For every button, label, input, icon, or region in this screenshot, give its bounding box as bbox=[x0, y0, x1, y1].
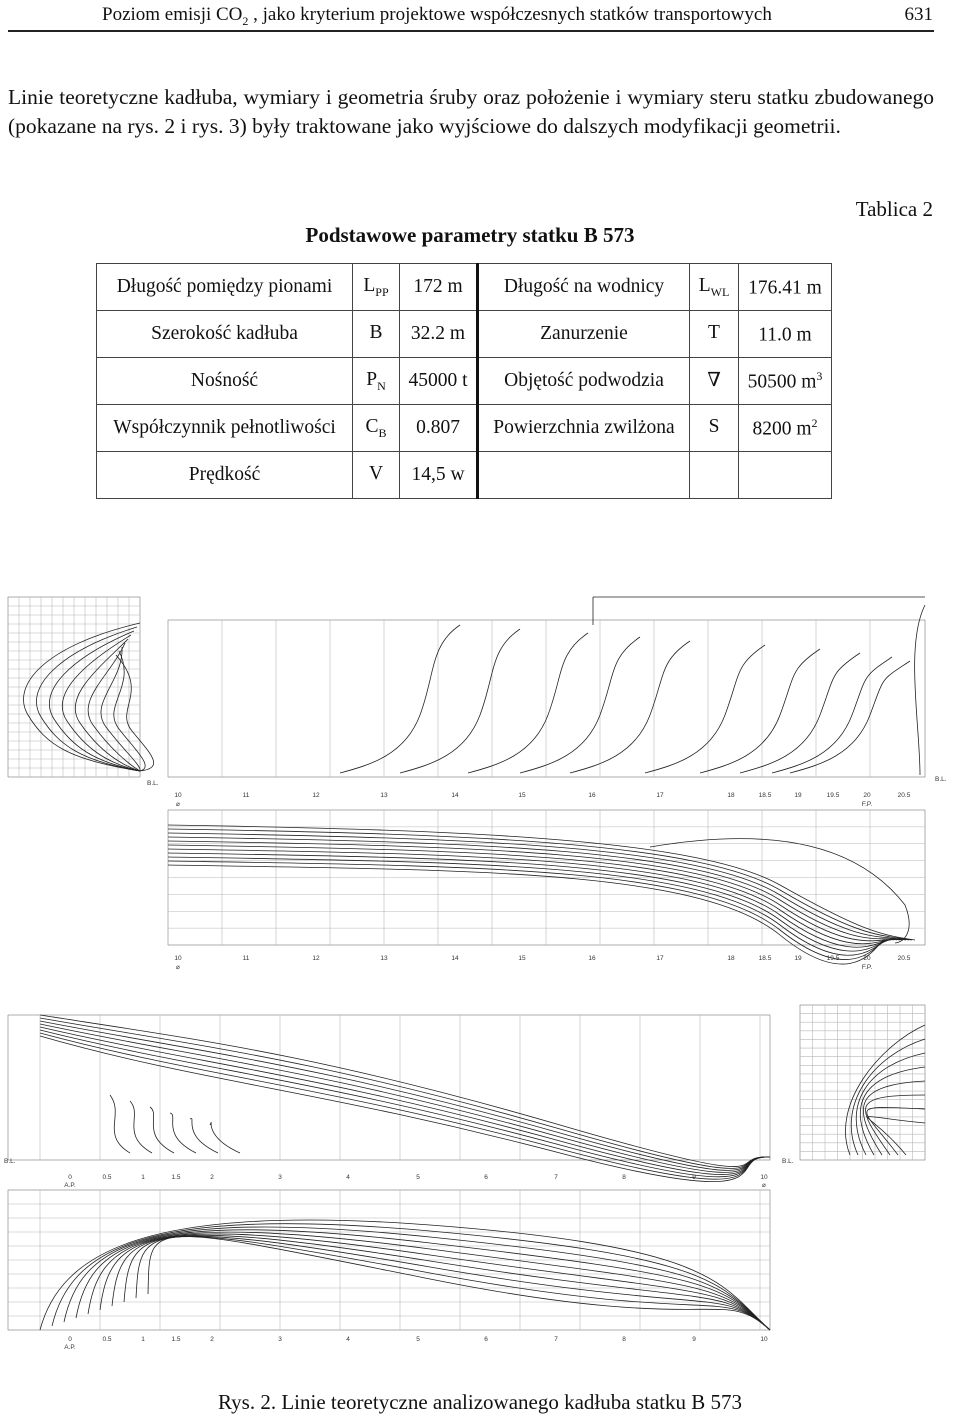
station-tick-label: 5 bbox=[416, 1336, 420, 1343]
midship-symbol: ⌀ bbox=[176, 964, 180, 971]
station-tick-label: 8 bbox=[622, 1174, 626, 1181]
station-tick-label: 0.5 bbox=[102, 1336, 112, 1343]
body-paragraph: Linie teoretyczne kadłuba, wymiary i geometria śruby oraz położenie i wymiary steru statku zbudowanego (pokazane na rys. 2 i rys. 3) były traktowane jako wyjściowe do dalszych modyfikacji geometrii. bbox=[8, 85, 934, 138]
station-tick-label: 10 bbox=[760, 1336, 768, 1343]
page-header bbox=[0, 0, 960, 34]
station-tick-label: 11 bbox=[242, 792, 250, 799]
param-value-text: 11.0 m bbox=[758, 324, 812, 346]
param-symbol bbox=[690, 452, 739, 499]
station-tick-label: 12 bbox=[312, 792, 320, 799]
station-tick-label: 2 bbox=[210, 1336, 214, 1343]
station-tick-label: 4 bbox=[346, 1174, 350, 1181]
param-symbol-subscript: B bbox=[378, 425, 387, 440]
running-title-rest: , jako kryterium projektowe współczesnych statków transportowych bbox=[248, 4, 772, 25]
station-tick-label: 1 bbox=[141, 1174, 145, 1181]
station-tick-label: 19 bbox=[794, 955, 802, 962]
param-name-text: Współczynnik pełnotliwości bbox=[113, 417, 336, 438]
param-symbol bbox=[353, 264, 400, 311]
station-tick-label: 9 bbox=[692, 1336, 696, 1343]
param-value-text: 50500 m bbox=[747, 371, 817, 393]
midship-symbol: ⌀ bbox=[762, 1182, 766, 1189]
station-tick-label: 14 bbox=[451, 792, 459, 799]
running-title bbox=[102, 4, 772, 29]
station-tick-label: 10 bbox=[760, 1174, 768, 1181]
station-tick-label: 0 bbox=[68, 1336, 72, 1343]
param-symbol-text: V bbox=[368, 462, 384, 484]
station-tick-label: 16 bbox=[588, 955, 596, 962]
station-tick-label: 20 bbox=[863, 792, 871, 799]
param-name bbox=[97, 452, 353, 499]
station-tick-label: 14 bbox=[451, 955, 459, 962]
station-tick-label: 20.5 bbox=[897, 955, 911, 962]
param-value-text: 8200 m bbox=[752, 418, 812, 440]
profile-section-line bbox=[570, 641, 690, 773]
running-title-subscript: 2 bbox=[242, 13, 249, 28]
station-tick-label: 13 bbox=[380, 792, 388, 799]
param-value-text: 172 m bbox=[413, 276, 463, 297]
param-value bbox=[400, 452, 478, 499]
header-rule bbox=[8, 30, 934, 32]
station-tick-label: 7 bbox=[554, 1174, 558, 1181]
station-tick-label: 0 bbox=[68, 1174, 72, 1181]
station-tick-label: 2 bbox=[210, 1174, 214, 1181]
fore-body-plan-line bbox=[867, 1107, 925, 1155]
param-name bbox=[97, 311, 353, 358]
param-value bbox=[739, 264, 832, 311]
stem-line bbox=[915, 605, 925, 775]
waterline-curve bbox=[168, 865, 885, 964]
aft-waterline-curve bbox=[40, 1024, 770, 1172]
station-tick-label: 18.5 bbox=[758, 792, 772, 799]
param-symbol-text: ∇ bbox=[707, 369, 721, 391]
station-tick-label: 11 bbox=[242, 955, 250, 962]
station-tick-label: 18.5 bbox=[758, 955, 772, 962]
station-tick-label: 15 bbox=[518, 955, 526, 962]
table-row bbox=[97, 452, 832, 499]
panel-frame bbox=[168, 620, 925, 777]
profile-section-line bbox=[772, 657, 892, 773]
forward-perpendicular-label: F.P. bbox=[861, 964, 873, 971]
aft-waterline-plan-curve bbox=[40, 1220, 770, 1330]
station-tick-label: 1 bbox=[141, 1336, 145, 1343]
param-value-text: 32.2 m bbox=[410, 323, 466, 344]
aft-waterline-plan-curve bbox=[76, 1230, 770, 1330]
param-symbol-subscript: N bbox=[377, 378, 386, 393]
param-symbol-text: S bbox=[708, 415, 720, 437]
baseline-label: B.L. bbox=[935, 776, 947, 783]
param-symbol-subscript: WL bbox=[710, 284, 730, 299]
param-value bbox=[400, 405, 478, 452]
station-tick-label: 5 bbox=[416, 1174, 420, 1181]
station-tick-label: 17 bbox=[656, 792, 664, 799]
param-symbol bbox=[353, 311, 400, 358]
station-tick-label: 18 bbox=[727, 792, 735, 799]
midship-symbol: ⌀ bbox=[176, 801, 180, 808]
param-name bbox=[478, 452, 690, 499]
table-row bbox=[97, 405, 832, 452]
param-name-text: Objętość podwodzia bbox=[504, 370, 664, 391]
param-value bbox=[739, 358, 832, 405]
station-tick-label: 6 bbox=[484, 1336, 488, 1343]
param-symbol-text: P bbox=[366, 368, 378, 390]
fore-body-plan-line bbox=[867, 1116, 925, 1155]
station-tick-label: 17 bbox=[656, 955, 664, 962]
param-value bbox=[400, 311, 478, 358]
param-symbol bbox=[353, 358, 400, 405]
profile-section-line bbox=[400, 629, 520, 773]
param-symbol-text: L bbox=[363, 274, 376, 296]
parameters-table bbox=[96, 263, 832, 499]
param-symbol-text: C bbox=[365, 415, 379, 437]
param-symbol-text: L bbox=[698, 274, 711, 296]
station-tick-label: 3 bbox=[278, 1336, 282, 1343]
aft-section-line bbox=[110, 1095, 130, 1153]
profile-section-line bbox=[740, 653, 860, 773]
param-value-superscript: 2 bbox=[811, 415, 818, 430]
param-name bbox=[478, 264, 690, 311]
param-name bbox=[478, 311, 690, 358]
fore-body-plan-line bbox=[863, 1081, 925, 1155]
station-tick-label: 15 bbox=[518, 792, 526, 799]
station-tick-label: 1.5 bbox=[171, 1336, 181, 1343]
table-row bbox=[97, 264, 832, 311]
table-row bbox=[97, 358, 832, 405]
profile-section-line bbox=[790, 661, 910, 773]
baseline-label: B.L. bbox=[782, 1158, 794, 1165]
profile-section-line bbox=[340, 625, 460, 773]
param-symbol-subscript: PP bbox=[375, 284, 389, 299]
aft-section-line bbox=[210, 1122, 240, 1153]
profile-section-line bbox=[468, 633, 588, 773]
station-tick-label: 1.5 bbox=[171, 1174, 181, 1181]
aft-perpendicular-label: A.P. bbox=[64, 1344, 76, 1351]
aft-waterline-plan-curve bbox=[100, 1234, 770, 1330]
profile-section-line bbox=[645, 645, 765, 773]
station-tick-label: 16 bbox=[588, 792, 596, 799]
hull-lines-drawing bbox=[0, 585, 960, 1360]
station-tick-label: 9 bbox=[692, 1174, 696, 1181]
param-value bbox=[400, 358, 478, 405]
station-tick-label: 0.5 bbox=[102, 1174, 112, 1181]
param-name-text: Powierzchnia zwilżona bbox=[493, 417, 675, 438]
param-name bbox=[478, 358, 690, 405]
aft-waterline-curve bbox=[40, 1021, 770, 1170]
aft-section-line bbox=[130, 1101, 152, 1153]
param-name-text: Szerokość kadłuba bbox=[151, 323, 298, 344]
station-tick-label: 10 bbox=[174, 792, 182, 799]
param-value-superscript: 3 bbox=[816, 368, 823, 383]
aft-perpendicular-label: A.P. bbox=[64, 1182, 76, 1189]
param-symbol bbox=[690, 311, 739, 358]
param-symbol bbox=[690, 264, 739, 311]
param-value bbox=[400, 264, 478, 311]
aft-waterline-plan-curve bbox=[64, 1227, 770, 1330]
station-tick-label: 20 bbox=[863, 955, 871, 962]
param-value-text: 0.807 bbox=[416, 417, 460, 438]
profile-section-line bbox=[700, 649, 820, 773]
panel-frame bbox=[8, 1015, 770, 1160]
station-tick-label: 8 bbox=[622, 1336, 626, 1343]
profile-section-line bbox=[520, 637, 640, 773]
param-value bbox=[739, 452, 832, 499]
waterline-curve bbox=[168, 837, 906, 940]
param-name bbox=[478, 405, 690, 452]
running-title-main: Poziom emisji CO bbox=[102, 4, 243, 25]
station-tick-label: 20.5 bbox=[897, 792, 911, 799]
waterline-curve bbox=[168, 833, 909, 940]
aft-section-line bbox=[190, 1118, 218, 1153]
station-tick-label: 13 bbox=[380, 955, 388, 962]
param-name-text: Prędkość bbox=[188, 464, 261, 485]
forward-perpendicular-label: F.P. bbox=[861, 801, 873, 808]
aft-section-line bbox=[150, 1107, 174, 1153]
param-value-text: 176.41 m bbox=[748, 277, 822, 299]
aft-waterline-curve bbox=[40, 1015, 770, 1167]
station-tick-label: 6 bbox=[484, 1174, 488, 1181]
param-value-text: 14,5 w bbox=[411, 464, 465, 485]
param-name-text: Długość pomiędzy pionami bbox=[116, 276, 333, 297]
param-name bbox=[97, 405, 353, 452]
param-name-text: Nośność bbox=[190, 370, 259, 391]
station-tick-label: 3 bbox=[278, 1174, 282, 1181]
hull-lines-figure bbox=[0, 585, 960, 1360]
param-value bbox=[739, 311, 832, 358]
param-symbol bbox=[353, 452, 400, 499]
station-tick-label: 4 bbox=[346, 1336, 350, 1343]
param-symbol bbox=[690, 405, 739, 452]
table-label: Tablica 2 bbox=[855, 197, 933, 221]
station-tick-label: 18 bbox=[727, 955, 735, 962]
station-tick-label: 7 bbox=[554, 1336, 558, 1343]
station-tick-label: 19 bbox=[794, 792, 802, 799]
param-symbol bbox=[690, 358, 739, 405]
table-row bbox=[97, 311, 832, 358]
station-tick-label: 19.5 bbox=[826, 955, 840, 962]
param-name bbox=[97, 264, 353, 311]
table-title: Podstawowe parametry statku B 573 bbox=[305, 223, 635, 247]
figure-caption: Rys. 2. Linie teoretyczne analizowanego kadłuba statku B 573 bbox=[217, 1390, 742, 1414]
param-symbol bbox=[353, 405, 400, 452]
param-name bbox=[97, 358, 353, 405]
station-tick-label: 19.5 bbox=[826, 792, 840, 799]
param-name-text: Zanurzenie bbox=[540, 323, 628, 344]
station-tick-label: 10 bbox=[174, 955, 182, 962]
aft-waterline-curve bbox=[40, 1018, 770, 1168]
param-symbol-text: T bbox=[708, 321, 720, 343]
station-tick-label: 12 bbox=[312, 955, 320, 962]
param-name-text: Długość na wodnicy bbox=[503, 276, 665, 297]
fore-body-plan-line bbox=[845, 1025, 925, 1155]
baseline-label: B.L. bbox=[4, 1158, 16, 1165]
param-value bbox=[739, 405, 832, 452]
body-plan-section-line bbox=[116, 655, 154, 771]
aft-waterline-curve bbox=[40, 1030, 770, 1177]
waterline-curve bbox=[168, 841, 903, 941]
param-symbol-text: B bbox=[369, 321, 383, 343]
page-number: 631 bbox=[904, 4, 933, 25]
baseline-label: B.L. bbox=[147, 780, 159, 787]
fore-body-plan-line bbox=[860, 1067, 925, 1155]
aft-waterline-plan-curve bbox=[88, 1232, 770, 1330]
param-value-text: 45000 t bbox=[408, 370, 468, 391]
